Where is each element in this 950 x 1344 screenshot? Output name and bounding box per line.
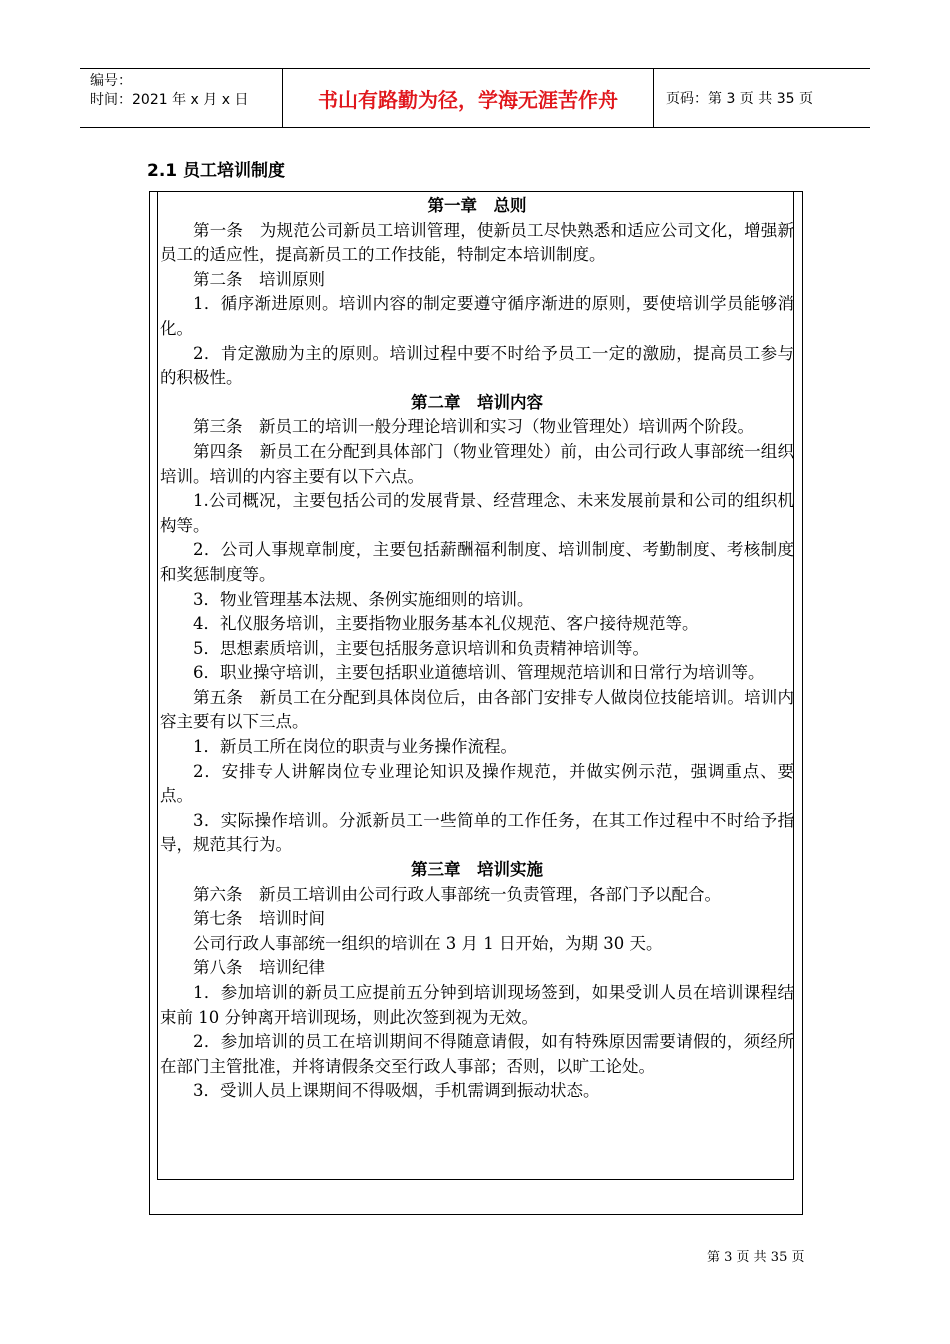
page-header [80, 68, 870, 128]
paragraph: 第七条 培训时间 [193, 909, 325, 929]
paragraph: 第六条 新员工培训由公司行政人事部统一负责管理，各部门予以配合。 [193, 884, 721, 904]
page-footer: 第 3 页 共 35 页 [707, 1250, 805, 1265]
paragraph: 1．新员工所在岗位的职责与业务操作流程。 [193, 737, 517, 757]
paragraph: 1．参加培训的新员工应提前五分钟到培训现场签到，如果受训人员在培训课程结束前 10 分钟离开培训现场，则此次签到视为无效。 [160, 983, 794, 1027]
header-page-label: 页码：第 3 页 共 35 页 [666, 91, 813, 107]
chapter-heading: 第一章 总则 [427, 196, 527, 215]
document-body [160, 194, 794, 1104]
paragraph: 第四条 新员工在分配到具体部门（物业管理处）前，由公司行政人事部统一组织培训。培训的内容主要有以下六点。 [160, 441, 794, 486]
paragraph: 第二条 培训原则 [193, 269, 325, 289]
paragraph: 2．肯定激励为主的原则。培训过程中要不时给予员工一定的激励，提高员工参与的积极性。 [160, 343, 794, 388]
paragraph: 2．安排专人讲解岗位专业理论知识及操作规范，并做实例示范，强调重点、要点。 [160, 761, 794, 806]
date-label: 时间：2021 年 x 月 x 日 [90, 92, 249, 108]
paragraph: 3．物业管理基本法规、条例实施细则的培训。 [193, 589, 534, 609]
header-meta [80, 69, 282, 127]
paragraph: 公司行政人事部统一组织的培训在 3 月 1 日开始，为期 30 天。 [193, 933, 663, 953]
paragraph: 1.公司概况，主要包括公司的发展背景、经营理念、未来发展前景和公司的组织机构等。 [160, 491, 794, 535]
paragraph: 4．礼仪服务培训，主要指物业服务基本礼仪规范、客户接待规范等。 [193, 614, 699, 634]
paragraph: 第五条 新员工在分配到具体岗位后，由各部门安排专人做岗位技能培训。培训内容主要有以下三点。 [160, 687, 794, 732]
paragraph: 第八条 培训纪律 [193, 958, 325, 978]
paragraph: 3．受训人员上课期间不得吸烟，手机需调到振动状态。 [193, 1081, 600, 1101]
section-title: 2.1 员工培训制度 [147, 161, 286, 181]
header-motto: 书山有路勤为径，学海无涯苦作舟 [282, 69, 654, 127]
paragraph: 2．参加培训的员工在培训期间不得随意请假，如有特殊原因需要请假的，须经所在部门主管批准，并将请假条交至行政人事部；否则，以旷工论处。 [160, 1032, 794, 1076]
number-label: 编号： [90, 73, 132, 89]
paragraph: 2．公司人事规章制度，主要包括薪酬福利制度、培训制度、考勤制度、考核制度和奖惩制度等。 [160, 540, 794, 584]
chapter-heading: 第三章 培训实施 [411, 860, 543, 880]
paragraph: 第三条 新员工的培训一般分理论培训和实习（物业管理处）培训两个阶段。 [193, 417, 754, 437]
paragraph: 1．循序渐进原则。培训内容的制定要遵守循序渐进的原则，要使培训学员能够消化。 [160, 294, 794, 338]
chapter-heading: 第二章 培训内容 [411, 392, 543, 412]
paragraph: 3．实际操作培训。分派新员工一些简单的工作任务，在其工作过程中不时给予指导，规范其行为。 [160, 810, 794, 855]
paragraph: 第一条 为规范公司新员工培训管理，使新员工尽快熟悉和适应公司文化，增强新员工的适应性，提高新员工的工作技能，特制定本培训制度。 [160, 220, 794, 265]
paragraph: 6．职业操守培训，主要包括职业道德培训、管理规范培训和日常行为培训等。 [193, 663, 765, 683]
paragraph: 5．思想素质培训，主要包括服务意识培训和负责精神培训等。 [193, 638, 649, 658]
